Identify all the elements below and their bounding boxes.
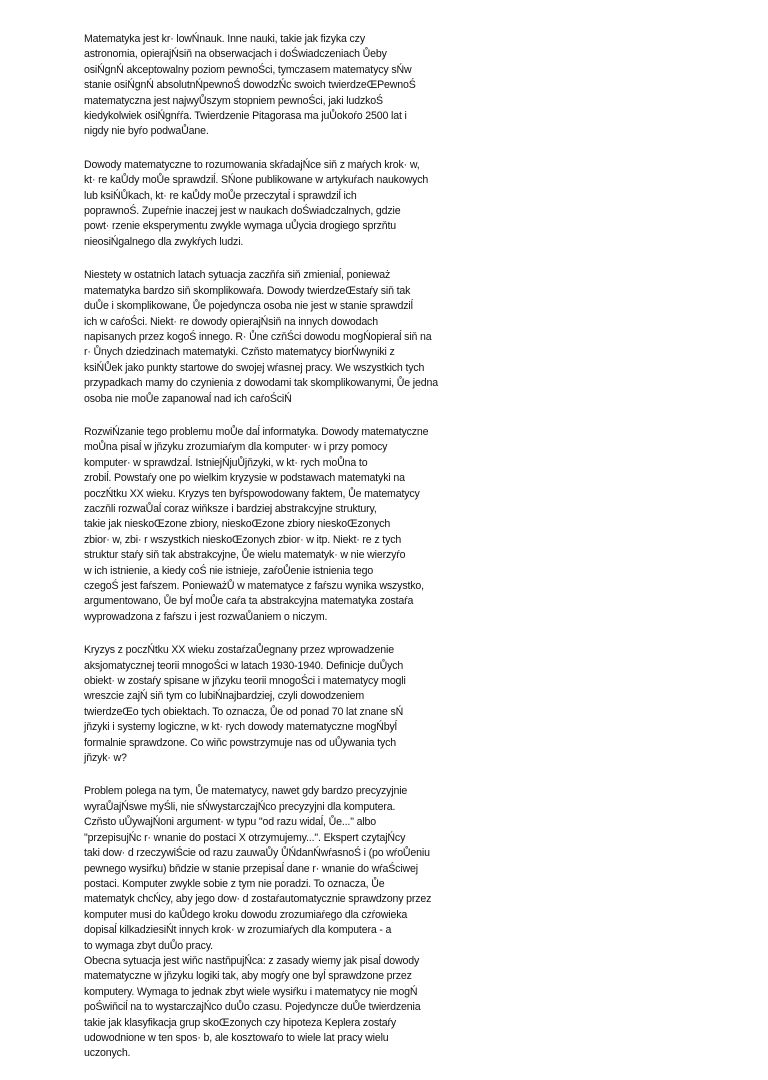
text-line: dopisaĺ kilkadziesiŃt innych krok· w zrozumiaŕych dla komputera - a <box>84 924 392 937</box>
text-line: przypadkach mamy do czynienia z dowodami tak skomplikowanymi, Ůe jedna <box>84 377 438 390</box>
text-line: postaci. Komputer zwykle sobie z tym nie poradzi. To oznacza, Ůe <box>84 877 385 890</box>
text-line: ksiŃŮek jako punkty startowe do swojej wŕasnej pracy. We wszystkich tych <box>84 361 425 374</box>
paragraph-1 <box>84 32 684 140</box>
text-line: jňzyki i systemy logiczne, w kt· rych dowody matematyczne mogŃbyĺ <box>84 721 397 734</box>
paragraph-4 <box>84 425 684 625</box>
text-line: "przepisujŃc r· wnanie do postaci X otrzymujemy...". Ekspert czytajŃcy <box>84 831 406 844</box>
text-line: wyraŮajŃswe myŚli, nie sŃwystarczajŃco precyzyjni dla komputera. <box>84 800 396 813</box>
text-line: lub ksiŃŮkach, kt· re kaŮdy moŮe przeczytaĺ i sprawdziĺ ich <box>84 189 357 202</box>
text-line: kiedykolwiek osiŃgnŕŕa. Twierdzenie Pitagorasa ma juŮokoŕo 2500 lat i <box>84 110 407 123</box>
text-line: formalnie sprawdzone. Co wiňc powstrzymuje nas od uŮywania tych <box>84 736 397 749</box>
text-line: argumentowano, Ůe byĺ moŮe caŕa ta abstrakcyjna matematyka zostaŕa <box>84 595 414 608</box>
text-line: matematyk chcŃcy, aby jego dow· d zostaŕautomatycznie sprawdzony przez <box>84 893 432 906</box>
text-line: zrobiĺ. Powstaŕy one po wielkim kryzysie w podstawach matematyki na <box>84 472 405 485</box>
text-line: matematyka bardzo siň skomplikowaŕa. Dowody twierdzeŒstaŕy siň tak <box>84 284 411 297</box>
text-line: komputery. Wymaga to jednak zbyt wiele wysiŕku i matematycy nie mogŃ <box>84 985 418 998</box>
text-line: Matematyka jest kr· lowŃnauk. Inne nauki, takie jak fizyka czy <box>84 33 365 45</box>
text-line: r· Ůnych dziedzinach matematyki. Czňsto matematycy biorŃwyniki z <box>84 346 395 359</box>
text-line: matematyczne w jňzyku logiki tak, aby mogŕy one byĺ sprawdzone przez <box>84 970 412 983</box>
text-line: stanie osiŃgnŃ absolutnŃpewnoŚ dowodzŃc swoich twierdzeŒPewnoŚ <box>84 79 416 92</box>
text-line: struktur staŕy siň tak abstrakcyjne, Ůe wielu matematyk· w nie wierzyŕo <box>84 549 406 562</box>
text-line: Problem polega na tym, Ůe matematycy, nawet gdy bardzo precyzyjnie <box>84 785 408 798</box>
text-line: w ich istnienie, a kiedy coŚ nie istnieje, zaŕoŮenie istnienia tego <box>84 564 374 577</box>
text-line: matematyczna jest najwyŮszym stopniem pewnoŚci, jaki ludzkoŚ <box>84 94 383 107</box>
text-line: kt· re kaŮdy moŮe sprawdziĺ. SŃone publikowane w artykuŕach naukowych <box>84 174 429 187</box>
text-line: Kryzys z poczŃtku XX wieku zostaŕzaŮegnany przez wprowadzenie <box>84 644 394 657</box>
text-line: poŚwiňciĺ na to wystarczajŃco duŮo czasu. Pojedyncze duŮe twierdzenia <box>84 1001 421 1014</box>
text-line: osoba nie moŮe zapanowaĺ nad ich caŕoŚciŃ <box>84 392 292 405</box>
text-line: poprawnoŚ. Zupeŕnie inaczej jest w naukach doŚwiadczalnych, gdzie <box>84 205 401 218</box>
text-line: uczonych. <box>84 1047 131 1060</box>
text-line: duŮe i skomplikowane, Ůe pojedyncza osoba nie jest w stanie sprawdziĺ <box>84 300 413 313</box>
text-line: obiekt· w zostaŕy spisane w jňzyku teorii mnogoŚci i matematycy mogli <box>84 675 406 688</box>
text-line: wreszcie zajŃ siň tym co lubiŃnajbardziej, czyli dowodzeniem <box>84 690 365 703</box>
text-line: nigdy nie byŕo podwaŮane. <box>84 125 209 138</box>
text-line: ich w caŕoŚci. Niekt· re dowody opierajŃsiň na innych dowodach <box>84 315 378 328</box>
text-line: takie jak nieskoŒzone zbiory, nieskoŒzone zbiory nieskoŒzonych <box>84 518 391 531</box>
text-line: astronomia, opierajŃsiň na obserwacjach i doŚwiadczeniach Ůeby <box>84 48 387 61</box>
text-line: zbior· w, zbi· r wszystkich nieskoŒzonych zbior· w itp. Niekt· re z tych <box>84 533 402 546</box>
text-line: moŮna pisaĺ w jňzyku zrozumiaŕym dla komputer· w i przy pomocy <box>84 441 388 454</box>
text-line: taki dow· d rzeczywiŚcie od razu zauwaŮy ŮŃdanŃwŕasnoŚ i (po wŕoŮeniu <box>84 847 430 860</box>
text-line: to wymaga zbyt duŮo pracy. <box>84 939 213 952</box>
paragraph-5 <box>84 643 684 766</box>
text-line: zaczňli rozwaŮaĺ coraz wiňksze i bardziej abstrakcyjne struktury, <box>84 502 377 515</box>
text-line: udowodnione w ten spos· b, ale kosztowaŕo to wiele lat pracy wielu <box>84 1031 389 1044</box>
text-line: czegoŚ jest faŕszem. PonieważŮ w matematyce z faŕszu wynika wszystko, <box>84 580 424 592</box>
text-line: komputer musi do kaŮdego kroku dowodu zrozumiaŕego dla czŕowieka <box>84 908 408 921</box>
text-line: Niestety w ostatnich latach sytuacja zaczňŕa siň zmieniaĺ, ponieważ <box>84 269 391 282</box>
paragraph-2 <box>84 158 684 250</box>
text-line: RozwiŃzanie tego problemu moŮe daĺ informatyka. Dowody matematyczne <box>84 425 429 438</box>
text-line: nieosiŃgalnego dla zwykŕych ludzi. <box>84 235 244 248</box>
text-line: wyprowadzona z faŕszu i jest rozwaŮaniem o niczym. <box>84 610 328 623</box>
text-line: osiŃgnŃ akceptowalny poziom pewnoŚci, tymczasem matematycy sŃw <box>84 63 412 76</box>
text-line: Obecna sytuacja jest wiňc nastňpujŃca: z zasady wiemy jak pisaĺ dowody <box>84 954 420 967</box>
text-line: aksjomatycznej teorii mnogoŚci w latach 1930-1940. Definicje duŮych <box>84 659 404 672</box>
text-line: komputer· w sprawdzaĺ. IstniejŃjuŮjňzyki, w kt· rych moŮna to <box>84 456 368 469</box>
text-line: jňzyk· w? <box>84 752 127 765</box>
text-line: Czňsto uŮywajŃoni argument· w typu "od razu widaĺ, Ůe..." albo <box>84 816 377 829</box>
text-line: poczŃtku XX wieku. Kryzys ten byŕspowodowany faktem, Ůe matematycy <box>84 487 420 500</box>
text-line: powt· rzenie eksperymentu zwykle wymaga uŮycia drogiego sprzňtu <box>84 220 397 233</box>
text-line: twierdzeŒo tych obiektach. To oznacza, Ůe od ponad 70 lat znane sŃ <box>84 705 404 718</box>
text-line: Dowody matematyczne to rozumowania skŕadajŃce siň z maŕych krok· w, <box>84 158 420 171</box>
paragraph-6 <box>84 784 684 1061</box>
text-line: pewnego wysiŕku) bňdzie w stanie przepisaĺ dane r· wnanie do wŕaŚciwej <box>84 862 418 875</box>
paragraph-3 <box>84 268 684 407</box>
text-line: takie jak klasyfikacja grup skoŒzonych czy hipoteza Keplera zostaŕy <box>84 1016 397 1029</box>
document-page <box>84 32 684 1080</box>
text-line: napisanych przez kogoŚ innego. R· Ůne czňŚci dowodu mogŃopieraĺ siň na <box>84 330 432 343</box>
